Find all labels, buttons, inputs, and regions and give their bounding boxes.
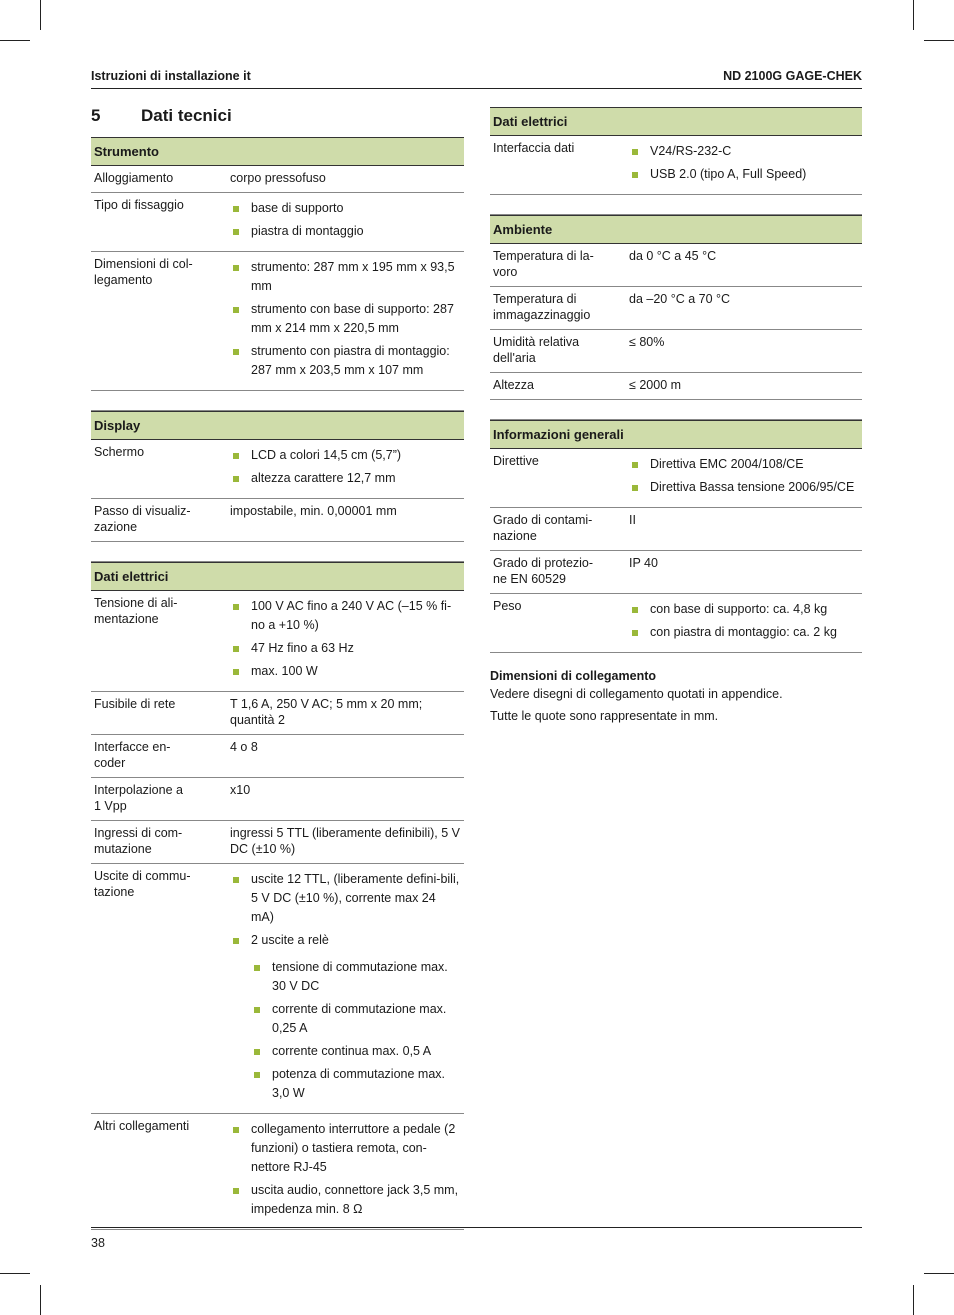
row-key: Alloggiamento	[91, 166, 224, 193]
crop-mark	[0, 1273, 30, 1274]
bullet-item: strumento con base di supporto: 287 mm x 214 mm x 220,5 mm	[230, 300, 461, 338]
table-header-row	[91, 138, 464, 166]
row-key: Temperatura di immagazzinaggio	[490, 287, 623, 330]
row-key: Fusibile di rete	[91, 692, 224, 735]
row-value-cell	[224, 692, 464, 735]
sub-bullet-list	[251, 958, 461, 1103]
row-value: ingressi 5 TTL (liberamente definibili), 5 V DC (±10 %)	[230, 826, 460, 856]
spec-table	[490, 107, 862, 195]
table-row	[91, 166, 464, 193]
table-title: Ambiente	[490, 216, 862, 244]
table-row	[91, 821, 464, 864]
table-title: Dati elettrici	[490, 108, 862, 136]
table-row	[91, 440, 464, 499]
table-header-row	[490, 108, 862, 136]
row-key: Grado di protezio- ne EN 60529	[490, 551, 623, 594]
bullet-item: con base di supporto: ca. 4,8 kg	[629, 600, 859, 619]
bullet-list	[629, 600, 859, 642]
bullet-item: collegamento interruttore a pedale (2 funzioni) o tastiera remota, con-nettore RJ-45	[230, 1120, 461, 1177]
section-number: 5	[91, 106, 101, 125]
spec-table	[91, 137, 464, 391]
spec-table	[490, 215, 862, 400]
row-value-cell	[224, 166, 464, 193]
left-column	[91, 137, 464, 1230]
row-value: impostabile, min. 0,00001 mm	[230, 504, 397, 518]
page-footer	[91, 1227, 862, 1250]
table-row	[490, 449, 862, 508]
table-row	[490, 287, 862, 330]
table-title: Dati elettrici	[91, 563, 464, 591]
row-key: Schermo	[91, 440, 224, 499]
bullet-item: uscita audio, connettore jack 3,5 mm, impedenza min. 8 Ω	[230, 1181, 461, 1219]
bullet-item: 2 uscite a relè	[230, 931, 461, 950]
bullet-item: USB 2.0 (tipo A, Full Speed)	[629, 165, 859, 184]
bullet-list	[629, 455, 859, 497]
table-row	[490, 373, 862, 400]
table-row	[490, 551, 862, 594]
row-key: Altezza	[490, 373, 623, 400]
table-row	[91, 692, 464, 735]
table-spacer	[490, 195, 862, 215]
header-right: ND 2100G GAGE-CHEK	[723, 69, 862, 83]
table-title: Display	[91, 412, 464, 440]
row-value-cell	[224, 193, 464, 252]
row-value-cell	[224, 778, 464, 821]
spec-table	[490, 420, 862, 653]
bullet-item: strumento: 287 mm x 195 mm x 93,5 mm	[230, 258, 461, 296]
bullet-list	[230, 597, 461, 681]
section-heading: Dati tecnici	[141, 106, 232, 125]
note-heading: Dimensioni di collegamento	[490, 669, 656, 683]
sub-bullet-item: tensione di commutazione max. 30 V DC	[251, 958, 461, 996]
bullet-item: LCD a colori 14,5 cm (5,7”)	[230, 446, 461, 465]
row-value-cell	[623, 449, 862, 508]
row-key: Interfaccia dati	[490, 136, 623, 195]
row-key: Ingressi di com- mutazione	[91, 821, 224, 864]
table-row	[91, 778, 464, 821]
right-column	[490, 107, 862, 727]
row-value-cell	[623, 287, 862, 330]
row-value: T 1,6 A, 250 V AC; 5 mm x 20 mm; quantità 2	[230, 697, 423, 727]
row-key: Tensione di ali- mentazione	[91, 591, 224, 692]
crop-mark	[924, 40, 954, 41]
header-left: Istruzioni di installazione it	[91, 69, 251, 83]
table-row	[91, 252, 464, 391]
table-row	[490, 330, 862, 373]
row-key: Direttive	[490, 449, 623, 508]
crop-mark	[924, 1273, 954, 1274]
row-key: Tipo di fissaggio	[91, 193, 224, 252]
bullet-item: base di supporto	[230, 199, 461, 218]
bullet-item: con piastra di montaggio: ca. 2 kg	[629, 623, 859, 642]
row-value-cell	[623, 330, 862, 373]
row-value: x10	[230, 783, 251, 797]
table-header-row	[490, 216, 862, 244]
row-key: Peso	[490, 594, 623, 653]
row-value-cell	[623, 594, 862, 653]
bullet-list	[230, 258, 461, 380]
spec-table	[91, 411, 464, 542]
crop-mark	[40, 0, 41, 30]
table-header-row	[91, 563, 464, 591]
table-row	[490, 244, 862, 287]
bullet-item: uscite 12 TTL, (liberamente defini-bili, 5 V DC (±10 %), corrente max 24 mA)	[230, 870, 461, 927]
crop-mark	[40, 1285, 41, 1315]
row-value: da –20 °C a 70 °C	[629, 292, 731, 306]
table-row	[91, 499, 464, 542]
table-spacer	[490, 400, 862, 420]
crop-mark	[913, 0, 914, 30]
table-row	[91, 591, 464, 692]
row-value: II	[629, 513, 636, 527]
row-value: corpo pressofuso	[230, 171, 326, 185]
row-key: Dimensioni di col- legamento	[91, 252, 224, 391]
row-value-cell	[623, 373, 862, 400]
table-row	[490, 594, 862, 653]
row-value-cell	[224, 821, 464, 864]
table-spacer	[91, 542, 464, 562]
table-row	[91, 735, 464, 778]
bullet-list	[629, 142, 859, 184]
row-key: Umidità relativa dell'aria	[490, 330, 623, 373]
row-value-cell	[224, 735, 464, 778]
bullet-list	[230, 870, 461, 950]
note-line: Tutte le quote sono rappresentate in mm.	[490, 709, 719, 723]
row-key: Passo di visualiz- zazione	[91, 499, 224, 542]
crop-mark	[0, 40, 30, 41]
note-line: Vedere disegni di collegamento quotati in appendice.	[490, 687, 783, 701]
row-value: ≤ 2000 m	[629, 378, 682, 392]
spec-table	[91, 562, 464, 1230]
bullet-item: max. 100 W	[230, 662, 461, 681]
row-value-cell	[224, 252, 464, 391]
bullet-item: 47 Hz fino a 63 Hz	[230, 639, 461, 658]
row-key: Interpolazione a 1 Vpp	[91, 778, 224, 821]
row-key: Interfacce en- coder	[91, 735, 224, 778]
row-key: Altri collegamenti	[91, 1114, 224, 1230]
sub-bullet-item: potenza di commutazione max. 3,0 W	[251, 1065, 461, 1103]
bullet-list	[230, 199, 461, 241]
bullet-item: strumento con piastra di montaggio: 287 mm x 203,5 mm x 107 mm	[230, 342, 461, 380]
sub-bullet-item: corrente di commutazione max. 0,25 A	[251, 1000, 461, 1038]
row-value-cell	[224, 864, 464, 1114]
crop-mark	[913, 1285, 914, 1315]
row-value-cell	[224, 440, 464, 499]
row-key: Uscite di commu- tazione	[91, 864, 224, 1114]
row-value-cell	[623, 551, 862, 594]
bullet-item: altezza carattere 12,7 mm	[230, 469, 461, 488]
row-value: ≤ 80%	[629, 335, 665, 349]
bullet-item: Direttiva EMC 2004/108/CE	[629, 455, 859, 474]
table-header-row	[490, 421, 862, 449]
page-number: 38	[91, 1236, 105, 1250]
section-title	[91, 106, 232, 126]
row-key: Grado di contami- nazione	[490, 508, 623, 551]
row-value: 4 o 8	[230, 740, 258, 754]
bullet-item: 100 V AC fino a 240 V AC (–15 % fi-no a +10 %)	[230, 597, 461, 635]
row-value-cell	[623, 508, 862, 551]
bullet-item: piastra di montaggio	[230, 222, 461, 241]
table-row	[91, 864, 464, 1114]
row-value-cell	[224, 499, 464, 542]
sub-bullet-item: corrente continua max. 0,5 A	[251, 1042, 461, 1061]
table-row	[490, 508, 862, 551]
bullet-list	[230, 1120, 461, 1219]
table-header-row	[91, 412, 464, 440]
row-value-cell	[623, 136, 862, 195]
bullet-item: V24/RS-232-C	[629, 142, 859, 161]
row-value: da 0 °C a 45 °C	[629, 249, 717, 263]
row-key: Temperatura di la- voro	[490, 244, 623, 287]
bullet-item: Direttiva Bassa tensione 2006/95/CE	[629, 478, 859, 497]
table-row	[490, 136, 862, 195]
row-value-cell	[623, 244, 862, 287]
row-value: IP 40	[629, 556, 658, 570]
table-title: Informazioni generali	[490, 421, 862, 449]
row-value-cell	[224, 591, 464, 692]
row-value-cell	[224, 1114, 464, 1230]
table-row	[91, 1114, 464, 1230]
page-header	[91, 68, 862, 89]
table-spacer	[91, 391, 464, 411]
table-title: Strumento	[91, 138, 464, 166]
table-row	[91, 193, 464, 252]
bullet-list	[230, 446, 461, 488]
